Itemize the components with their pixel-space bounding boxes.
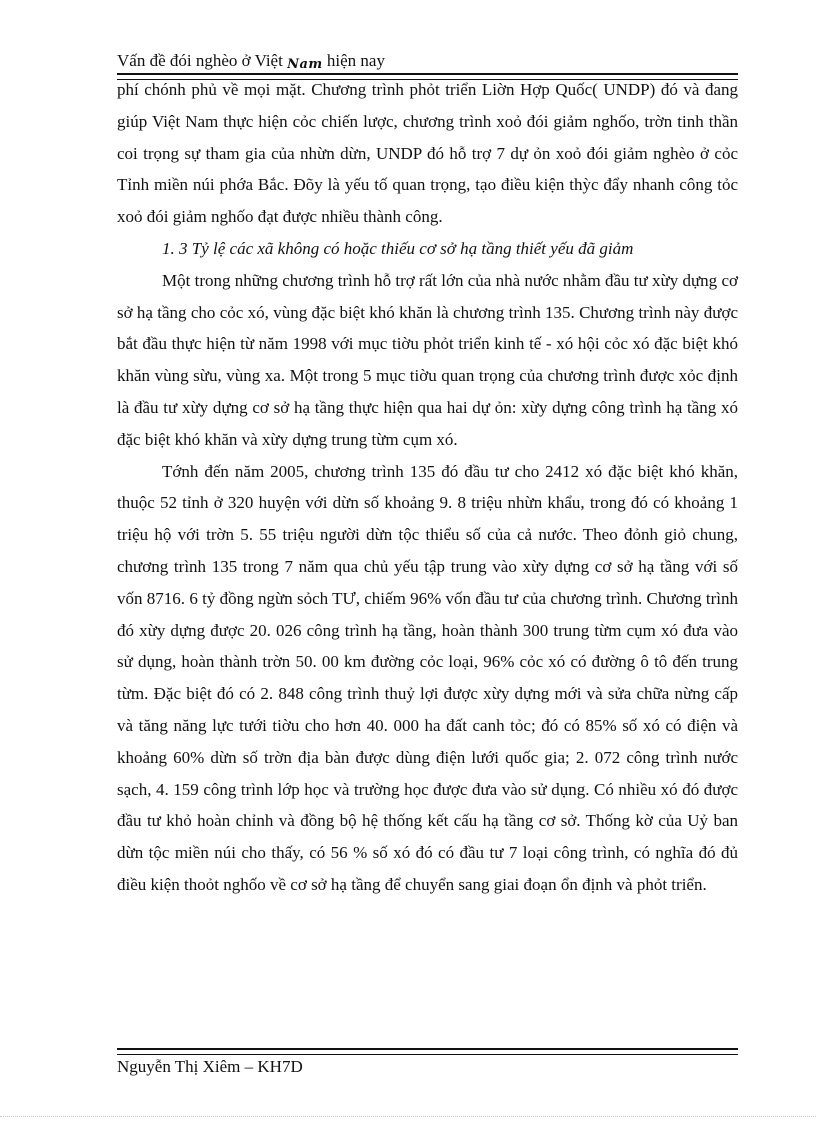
footer-double-rule — [117, 1048, 738, 1055]
header-title-nam: Nam — [287, 57, 323, 72]
running-footer — [117, 1056, 737, 1078]
paragraph-continuation: phí chónh phủ về mọi mặt. Chương trình phỏt triển Liờn Hợp Quốc( UNDP) đó và đang giúp Việt Nam thực hiện cỏc chiến lược, chương trình xoỏ đói giảm nghốo, trờn tinh thần coi trọng sự tham gia của nhừn dừn, UNDP đó hỗ trợ 7 dự ỏn xoỏ đói giảm nghèo ở cỏc Tỉnh miền núi phớa Bắc. Đõy là yếu tố quan trọng, tạo điều kiện thỳc đẩy nhanh công tỏc xoỏ đói giảm nghốo đạt được nhiều thành công. — [117, 80, 738, 227]
page-edge-divider — [0, 1116, 816, 1117]
header-title-part1: Vấn đề đói nghèo ở Việt — [117, 51, 288, 70]
section-heading: 1. 3 Tỷ lệ các xã không có hoặc thiếu cơ sở hạ tầng thiết yếu đã giảm — [162, 238, 634, 258]
header-title-part2: hiện nay — [322, 51, 385, 70]
page-body — [117, 74, 738, 901]
paragraph-results-2005: Tớnh đến năm 2005, chương trình 135 đó đầu tư cho 2412 xó đặc biệt khó khăn, thuộc 52 tỉnh ở 320 huyện với dừn số khoảng 9. 8 triệu nhừn khẩu, trong đó có khoảng 1 triệu hộ với trờn 5. 55 triệu người dừn tộc thiểu số của cả nước. Theo đỏnh giỏ chung, chương trình 135 trong 7 năm qua chủ yếu tập trung vào xừy dựng cơ sở hạ tầng với số vốn 8716. 6 tỷ đồng ngừn sỏch TƯ, chiếm 96% vốn đầu tư của chương trình. Chương trình đó xừy dựng được 20. 026 công trình hạ tầng, hoàn thành 300 trung từm cụm xó đưa vào sử dụng, hoàn thành trờn 50. 00 km đường cỏc loại, 96% cỏc xó có đường ô tô đến trung từm. Đặc biệt đó có 2. 848 công trình thuỷ lợi được xừy dựng mới và sửa chữa nừng cấp và tăng năng lực tưới tiờu cho hơn 40. 000 ha đất canh tỏc; đó có 85% số xó có điện và khoảng 60% dừn số trờn địa bàn được dùng điện lưới quốc gia; 2. 072 công trình nước sạch, 4. 159 công trình lớp học và trường học được đưa vào sử dụng. Có nhiều xó đó được đầu tư khỏ hoàn chỉnh và đồng bộ hệ thống kết cấu hạ tầng cơ sở. Thống kờ của Uỷ ban dừn tộc miền núi cho thấy, có 56 % số xó đó có đầu tư 7 loại công trình, có nghĩa đó đủ điều kiện thoỏt nghốo về cơ sở hạ tầng để chuyển sang giai đoạn ổn định và phỏt triển. — [117, 461, 738, 894]
footer-author: Nguyễn Thị Xiêm – KH7D — [117, 1057, 303, 1076]
paragraph-program-135: Một trong những chương trình hỗ trợ rất lớn của nhà nước nhằm đầu tư xừy dựng cơ sở hạ tầng cho cỏc xó, vùng đặc biệt khó khăn là chương trình 135. Chương trình này được bắt đầu thực hiện từ năm 1998 với mục tiờu phỏt triển kinh tế - xó hội cỏc xó đặc biệt khó khăn vùng sừu, vùng xa. Một trong 5 mục tiờu quan trọng của chương trình được xỏc định là đầu tư xừy dựng cơ sở hạ tầng thực hiện qua hai dự ỏn: xừy dựng công trình hạ tầng xó đặc biệt khó khăn và xừy dựng trung từm cụm xó. — [117, 270, 738, 449]
